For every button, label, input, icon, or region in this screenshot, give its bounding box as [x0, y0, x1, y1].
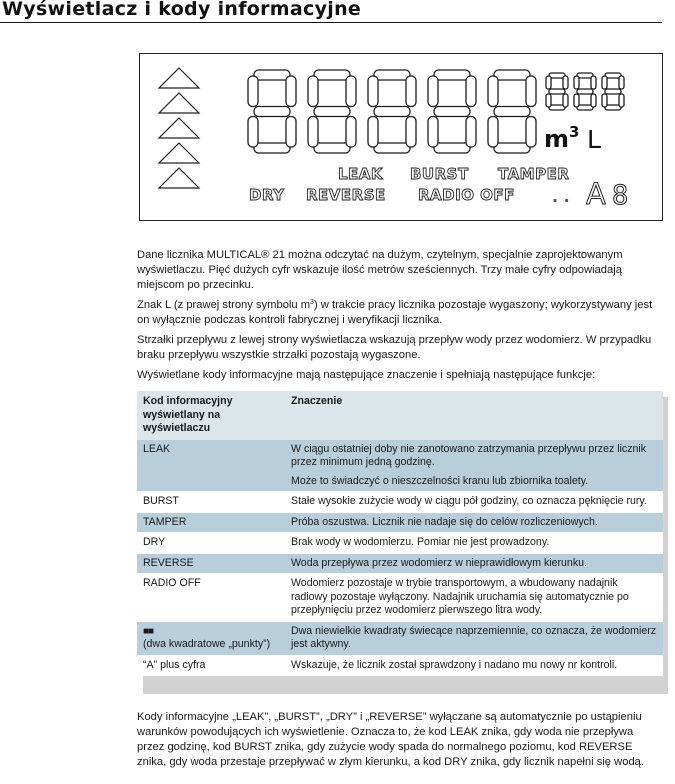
lcd-a-digit: 8: [612, 180, 629, 211]
small-digit: [546, 73, 568, 110]
small-digit: [574, 73, 596, 110]
meaning-cell: Wodomierz pozostaje w trybie transportowym, a wbudowany nadajnik radiowy pozostaje wyłączony. Nadajnik uruchamia się automatycznie po przepłynięciu przez wodomierz pierwszego litra wody.: [285, 574, 663, 622]
triangle-up-icon: [159, 93, 199, 113]
table-row: [137, 574, 663, 622]
info-codes-table: [137, 391, 668, 694]
lcd-display-illustration: [139, 53, 663, 221]
code-cell: ■■ (dwa kwadratowe „punkty”): [137, 621, 285, 655]
big-digit: [248, 70, 296, 153]
lcd-tamper: TAMPER: [498, 165, 570, 183]
triangle-up-icon: [159, 143, 199, 163]
code-cell: RADIO OFF: [137, 574, 285, 622]
big-digit: [428, 70, 476, 153]
lcd-dots: . .: [552, 187, 570, 206]
col-header-code: Kod informacyjny wyświetlany na wyświetlaczu: [137, 391, 285, 440]
table-header-row: [137, 391, 663, 440]
code-cell: LEAK: [137, 440, 285, 492]
meaning-cell: Dwa niewielkie kwadraty świecące naprzemiennie, co oznacza, że wodomierz jest aktywny.: [285, 621, 663, 655]
big-digit: [488, 70, 536, 153]
meaning-cell: W ciągu ostatniej doby nie zanotowano zatrzymania przepływu przez licznik przez minimum jedną godzinę. Może to świadczyć o nieszczelności kranu lub zbiornika toalety.: [285, 440, 663, 492]
title-underline: [0, 22, 662, 23]
intro-paragraph-1: Dane licznika MULTICAL® 21 można odczytać na dużym, czytelnym, specjalnie zaprojektowanym wyświetlaczu. Pięć dużych cyfr wskazuje ilość metrów sześciennych. Trzy małe cyfry odpowiadają miejscom po przecinku.: [137, 249, 623, 291]
code-cell: BURST: [137, 492, 285, 513]
intro-paragraph-4: Wyświetlane kody informacyjne mają następujące znaczenie i spełniają następujące funkcje:: [137, 369, 596, 381]
page-title: Wyświetlacz i kody informacyjne: [2, 0, 362, 20]
code-cell: REVERSE: [137, 553, 285, 574]
small-digit: [602, 73, 624, 110]
meaning-cell: Brak wody w wodomierzu. Pomiar nie jest prowadzony.: [285, 533, 663, 554]
lcd-svg: [140, 54, 662, 220]
intro-paragraph-2: Znak L (z prawej strony symbolu $m^3$) w trakcie pracy licznika pozostaje wygaszony; wykorzystywany jest on wyłącznie podczas kontroli fabrycznej i weryfikacji licznika.: [137, 299, 653, 326]
two-squares-icon: ■■: [143, 625, 154, 637]
triangle-up-icon: [159, 118, 199, 138]
big-digit: [368, 70, 416, 153]
l-symbol: L: [587, 125, 601, 154]
table-row: [137, 440, 663, 492]
big-digit: [308, 70, 356, 153]
outro-paragraph-1: Kody informacyjne „LEAK”, „BURST”, „DRY” i „REVERSE” wyłączane są automatycznie po ustąpieniu warunków powodujących ich wyświetlenie. Oznacza to, że kod LEAK znika, gdy woda nie przepływa przez godzinę, kod BURST znika, gdy zużycie wody spada do normalnego poziomu, kod REVERSE znika, gdy woda przestaje przepływać w złym kierunku, a kod DRY znika, gdy licznik napełni się wodą.: [137, 711, 644, 768]
triangle-up-icon: [159, 168, 199, 188]
triangle-up-icon: [159, 68, 199, 88]
lcd-dry: DRY: [249, 186, 285, 204]
code-cell: “A” plus cyfra: [137, 655, 285, 676]
code-cell: TAMPER: [137, 512, 285, 533]
col-header-meaning: Znaczenie: [285, 391, 663, 440]
unit-m-text: $m^3$: [544, 123, 580, 153]
meaning-cell: Wskazuje, że licznik został sprawdzony i nadano mu nowy nr kontroli.: [285, 655, 663, 676]
code-cell: DRY: [137, 533, 285, 554]
table-row: [137, 533, 663, 554]
intro-text: [137, 248, 662, 388]
lcd-burst: BURST: [410, 165, 469, 183]
outro-text: [137, 710, 662, 775]
table-row: [137, 655, 663, 676]
table-row: [137, 512, 663, 533]
lcd-a-symbol: A: [586, 177, 606, 211]
table-row: [137, 492, 663, 513]
meaning-cell: Stałe wysokie zużycie wody w ciągu pół godziny, co oznacza pęknięcie rury.: [285, 492, 663, 513]
lcd-reverse: REVERSE: [306, 186, 386, 204]
table-row: [137, 553, 663, 574]
intro-paragraph-3: Strzałki przepływu z lewej strony wyświetlacza wskazują przepływ wody przez wodomierz. W przypadku braku przepływu wszystkie strzałki pozostają wygaszone.: [137, 334, 652, 361]
lcd-radio-off: RADIO OFF: [418, 186, 515, 204]
meaning-cell: Woda przepływa przez wodomierz w nieprawidłowym kierunku.: [285, 553, 663, 574]
lcd-leak: LEAK: [338, 165, 384, 183]
table-row: [137, 621, 663, 655]
meaning-cell: Próba oszustwa. Licznik nie nadaje się do celów rozliczeniowych.: [285, 512, 663, 533]
